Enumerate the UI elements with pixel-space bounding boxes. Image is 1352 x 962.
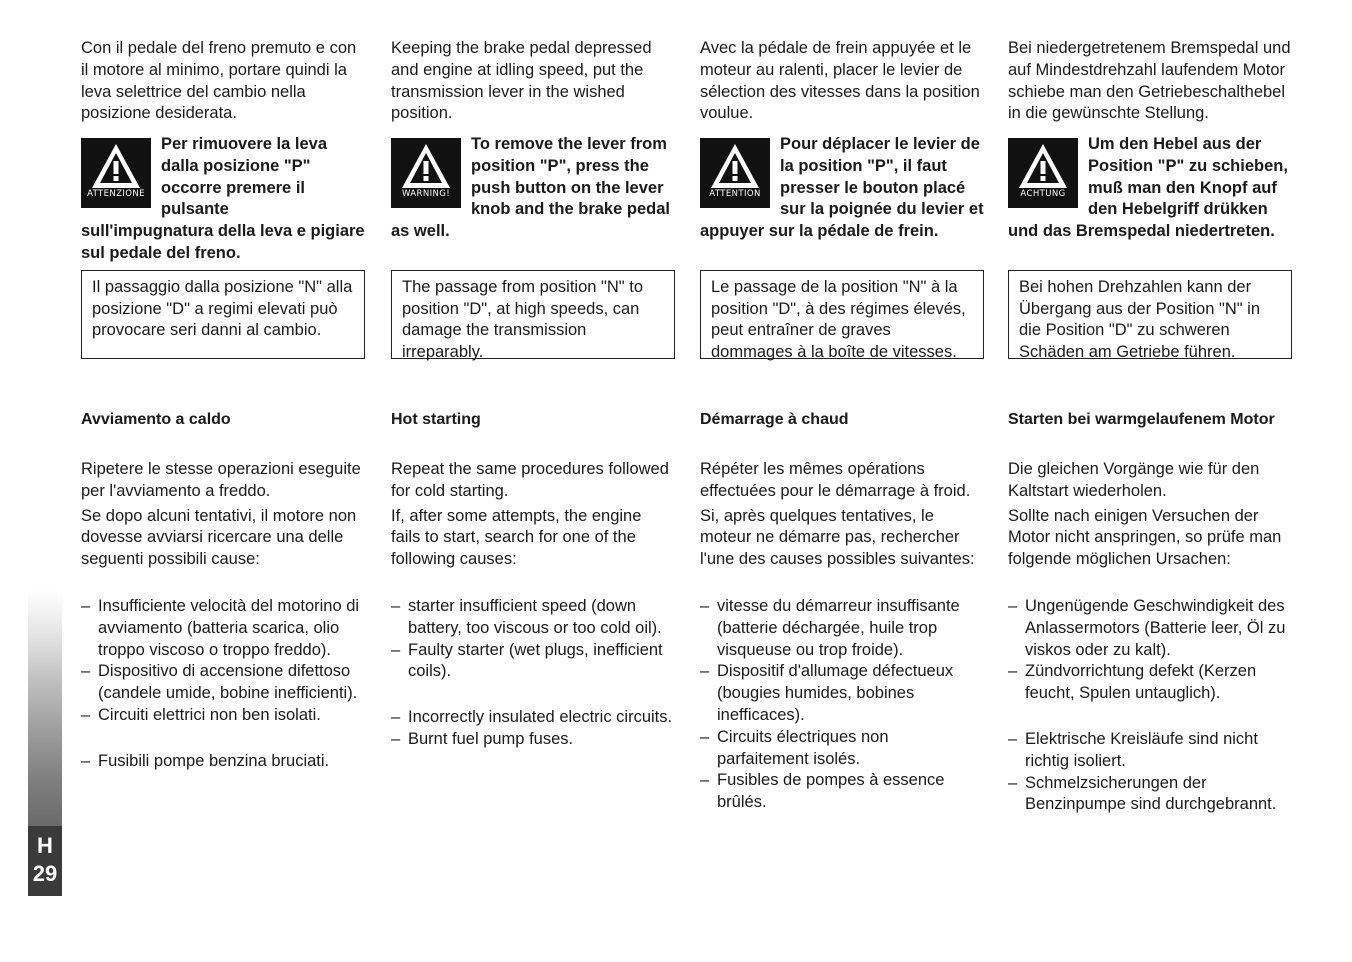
- intro-text: Con il pedale del freno premuto e con il motore al minimo, portare quindi la leva selettrice del cambio nella posizione desiderata.: [81, 39, 357, 123]
- section-heading: Démarrage à chaud: [700, 411, 849, 428]
- body-paragraph: Ripetere le stesse operazioni eseguite per l'avviamento a freddo.: [81, 460, 361, 500]
- list-item: – Zündvorrichtung defekt (Kerzen feucht, Spulen untauglich).: [1008, 661, 1292, 705]
- body-paragraph: Si, après quelques tentatives, le moteur ne démarre pas, rechercher l'une des causes possibles suivantes:: [700, 506, 975, 569]
- list-item: – Incorrectly insulated electric circuits.: [391, 707, 675, 729]
- body-paragraph: Répéter les mêmes opérations effectuées pour le démarrage à froid.: [700, 460, 971, 500]
- list-item: – Elektrische Kreisläufe sind nicht richtig isoliert.: [1008, 729, 1292, 773]
- page-number-tab: [28, 826, 62, 896]
- body-text: [700, 459, 984, 574]
- caution-box-text: The passage from position "N" to position "D", at high speeds, can damage the transmission irreparably.: [402, 278, 643, 361]
- warning-label: ACHTUNG: [1020, 189, 1066, 200]
- body-text: [81, 459, 365, 574]
- list-item: – Circuits électriques non parfaitement isolés.: [700, 727, 984, 771]
- caution-box-text: Il passaggio dalla posizione "N" alla posizione "D" a regimi elevati può provocare seri danni al cambio.: [92, 278, 353, 339]
- section-heading: Avviamento a caldo: [81, 411, 231, 428]
- warning-block: [1008, 134, 1292, 270]
- warning-block: [81, 134, 365, 270]
- caution-box: [391, 270, 675, 359]
- list-item: – Faulty starter (wet plugs, inefficient coils).: [391, 640, 675, 684]
- warning-block: [391, 134, 675, 270]
- warning-text: To remove the lever from position "P", press the push button on the lever knob and the brake pedal as well.: [391, 135, 670, 241]
- list-item: – Dispositif d'allumage défectueux (bougies humides, bobines inefficaces).: [700, 661, 984, 726]
- warning-label: WARNING!: [401, 189, 451, 200]
- caution-box: [81, 270, 365, 359]
- list-item: – Fusibles de pompes à essence brûlés.: [700, 770, 984, 814]
- warning-triangle-icon: [81, 138, 151, 208]
- body-paragraph: If, after some attempts, the engine fails to start, search for one of the following causes:: [391, 506, 642, 569]
- intro-text: Bei niedergetretenem Bremspedal und auf Mindestdrehzahl laufendem Motor schiebe man den Getriebeschalthebel in die gewünschte Stellung.: [1008, 39, 1291, 123]
- column-english: [391, 38, 675, 359]
- caution-box: [1008, 270, 1292, 359]
- causes-list: [700, 596, 984, 814]
- warning-block: [700, 134, 984, 270]
- causes-list: [1008, 596, 1292, 816]
- list-item: – Burnt fuel pump fuses.: [391, 729, 675, 751]
- warning-text: Um den Hebel aus der Position "P" zu schieben, muß man den Knopf auf den Hebelgriff drükken und das Bremspedal niedertreten.: [1008, 135, 1288, 241]
- list-item: – Ungenügende Geschwindigkeit des Anlassermotors (Batterie leer, Öl zu viskos oder zu kalt).: [1008, 596, 1292, 661]
- list-item: – vitesse du démarreur insuffisante (batterie déchargée, huile trop visqueuse ou trop froide).: [700, 596, 984, 661]
- caution-box-text: Le passage de la position "N" à la position "D", à des régimes élevés, peut entraîner de graves dommages à la boîte de vitesses.: [711, 278, 966, 361]
- caution-box-text: Bei hohen Drehzahlen kann der Übergang aus der Position "N" in die Position "D" zu schweren Schäden am Getriebe führen.: [1019, 278, 1261, 361]
- body-paragraph: Die gleichen Vorgänge wie für den Kaltstart wiederholen.: [1008, 460, 1260, 500]
- list-item: – Schmelzsicherungen der Benzinpumpe sind durchgebrannt.: [1008, 773, 1292, 817]
- column-italian: [81, 38, 365, 359]
- body-text: [391, 459, 675, 574]
- section-letter: H: [37, 833, 53, 858]
- page-number: 29: [32, 861, 58, 886]
- causes-list: [81, 596, 365, 773]
- intro-text: Keeping the brake pedal depressed and engine at idling speed, put the transmission lever in the wished position.: [391, 39, 652, 123]
- list-item: – Insufficiente velocità del motorino di avviamento (batteria scarica, olio troppo viscoso o troppo freddo).: [81, 596, 365, 661]
- list-item: – Circuiti elettrici non ben isolati.: [81, 705, 365, 727]
- list-item: – Fusibili pompe benzina bruciati.: [81, 751, 365, 773]
- body-paragraph: Sollte nach einigen Versuchen der Motor nicht anspringen, so prüfe man folgende möglichen Ursachen:: [1008, 506, 1282, 569]
- caution-box: [700, 270, 984, 359]
- section-heading: Hot starting: [391, 411, 481, 428]
- body-text: [1008, 459, 1292, 574]
- warning-text: Pour déplacer le levier de la position "P", il faut presser le bouton placé sur la poignée du levier et appuyer sur la pédale de frein.: [700, 135, 984, 241]
- warning-text: Per rimuovere la leva dalla posizione "P" occorre premere il pulsante sull'impugnatura della leva e pigiare sul pedale del freno.: [81, 135, 365, 262]
- body-paragraph: Repeat the same procedures followed for cold starting.: [391, 460, 669, 500]
- column-german: [1008, 38, 1292, 359]
- list-item: – Dispositivo di accensione difettoso (candele umide, bobine inefficienti).: [81, 661, 365, 705]
- column-french: [700, 38, 984, 359]
- warning-triangle-icon: [700, 138, 770, 208]
- list-item: – starter insufficient speed (down battery, too viscous or too cold oil).: [391, 596, 675, 640]
- warning-triangle-icon: [1008, 138, 1078, 208]
- body-paragraph: Se dopo alcuni tentativi, il motore non dovesse avviarsi ricercare una delle seguenti possibili cause:: [81, 506, 357, 569]
- causes-list: [391, 596, 675, 751]
- warning-label: ATTENTION: [709, 189, 761, 200]
- intro-text: Avec la pédale de frein appuyée et le moteur au ralenti, placer le levier de sélection des vitesses dans la position voulue.: [700, 39, 980, 123]
- warning-label: ATTENZIONE: [87, 189, 145, 200]
- section-heading: Starten bei warmgelaufenem Motor: [1008, 411, 1275, 428]
- warning-triangle-icon: [391, 138, 461, 208]
- page-edge-tab: [28, 590, 62, 826]
